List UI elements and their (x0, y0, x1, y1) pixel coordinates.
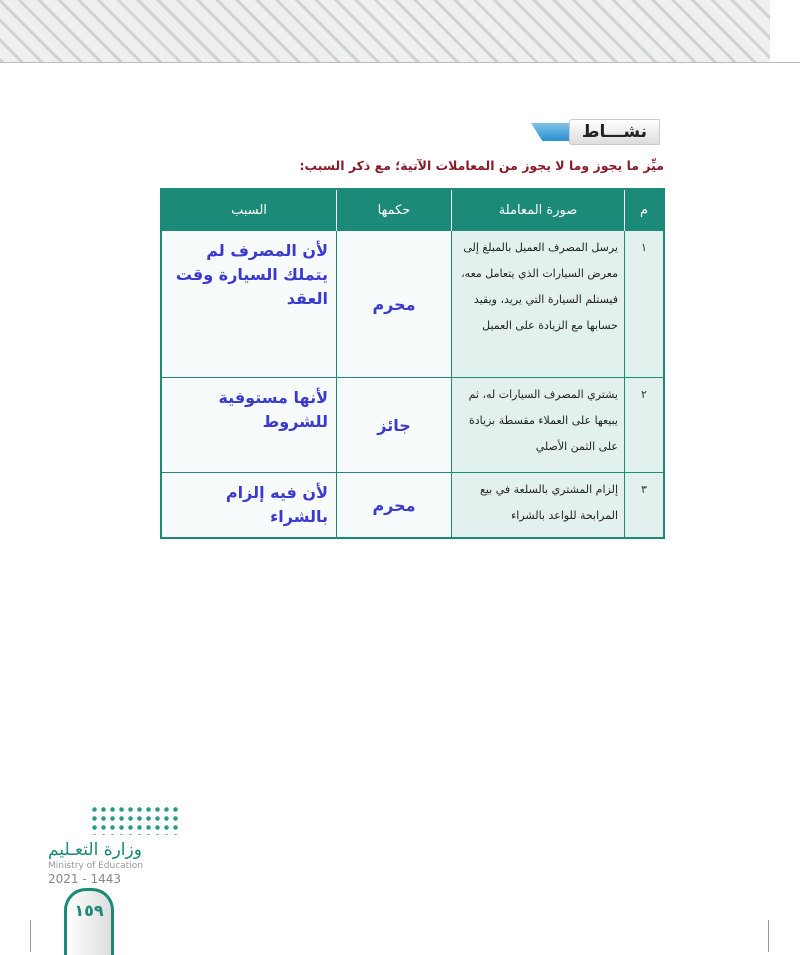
reason: لأن المصرف لم يتملك السيارة وقت العقد (161, 231, 337, 378)
table-row (161, 231, 664, 378)
table-header-row (161, 189, 664, 231)
reason: لأن فيه إلزام بالشراء (161, 473, 337, 539)
ministry-logo-icon (90, 805, 180, 835)
decorative-banner (0, 0, 770, 62)
crop-mark (768, 920, 769, 952)
transaction-description: إلزام المشتري بالسلعة في بيع المرابحة للواعد بالشراء (452, 473, 625, 539)
ruling: محرم (337, 231, 452, 378)
ruling: محرم (337, 473, 452, 539)
divider (0, 62, 800, 63)
ministry-name-ar: وزارة التعـليم (48, 840, 142, 860)
page-number-tab (64, 888, 114, 955)
table-row (161, 473, 664, 539)
crop-mark (30, 920, 31, 952)
edition-year: 2021 - 1443 (48, 872, 122, 886)
row-number: ١ (625, 231, 665, 378)
transactions-table (160, 188, 665, 539)
header-ruling: حكمها (337, 189, 452, 231)
transaction-description: يشتري المصرف السيارات له، ثم يبيعها على العملاء مقسطة بزيادة على الثمن الأصلي (452, 378, 625, 473)
ministry-name-en: Ministry of Education (48, 861, 143, 871)
row-number: ٣ (625, 473, 665, 539)
page-number: ١٥٩ (74, 901, 104, 920)
header-reason: السبب (161, 189, 337, 231)
header-num: م (625, 189, 665, 231)
table-row (161, 378, 664, 473)
ruling: جائز (337, 378, 452, 473)
activity-label: نشـــاط (569, 119, 660, 145)
header-transaction: صورة المعاملة (452, 189, 625, 231)
reason: لأنها مستوفية للشروط (161, 378, 337, 473)
activity-tab-icon (531, 123, 569, 141)
row-number: ٢ (625, 378, 665, 473)
activity-heading (531, 118, 660, 146)
transaction-description: يرسل المصرف العميل بالمبلغ إلى معرض السيارات الذي يتعامل معه، فيستلم السيارة التي يريد، ويقيد حسابها مع الزيادة على العميل (452, 231, 625, 378)
instruction-text: ميِّز ما يجوز وما لا يجوز من المعاملات الآتية؛ مع ذكر السبب: (299, 158, 664, 173)
